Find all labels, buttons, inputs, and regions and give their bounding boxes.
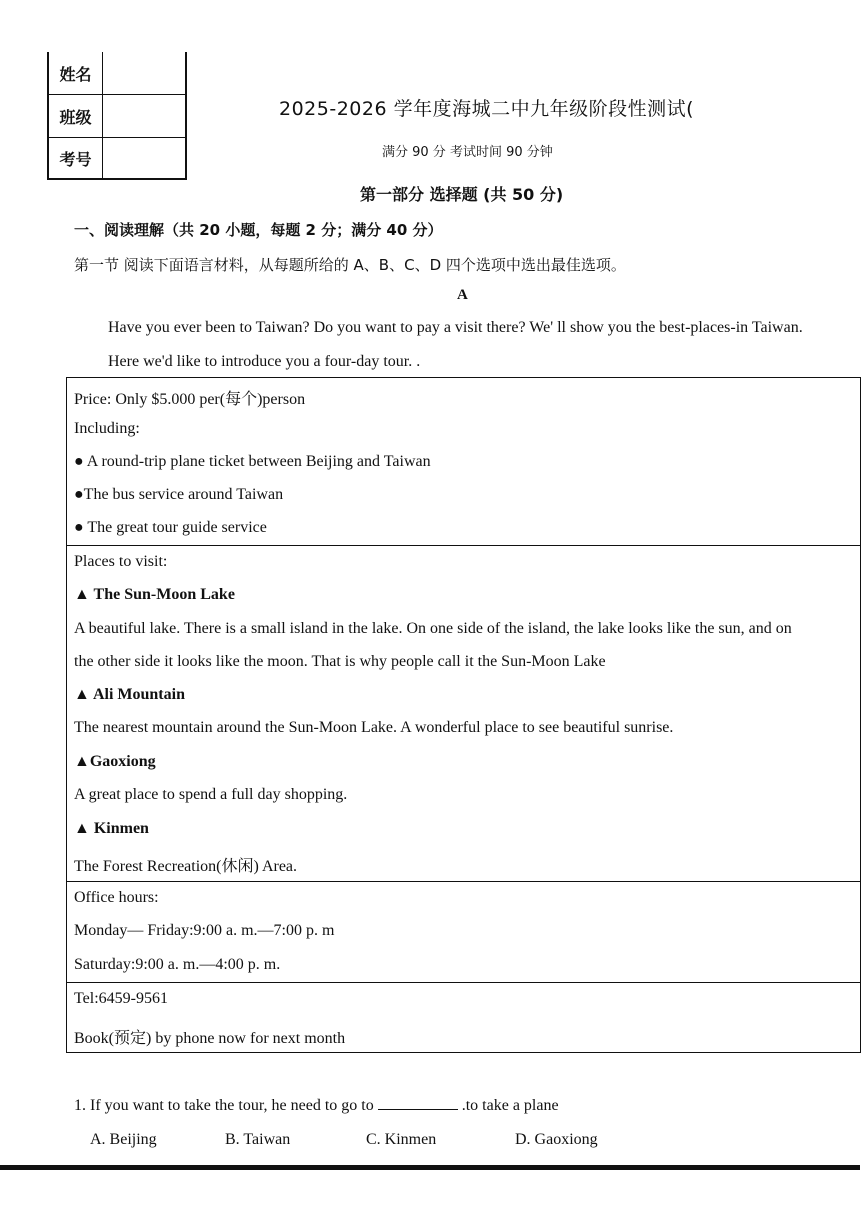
place-gaoxiong-desc: A great place to spend a full day shopping. [74,786,348,803]
place-ali-mountain-desc: The nearest mountain around the Sun-Moon Lake. A wonderful place to see beautiful sunrise. [74,719,674,736]
places-heading: Places to visit: [74,553,168,570]
place-kinmen-desc: The Forest Recreation(休闲) Area. [74,858,298,875]
question-1-option-c: C. Kinmen [366,1131,437,1148]
table-divider-contact [67,982,860,983]
part-heading: 第一部分 选择题 (共 50 分) [360,185,564,204]
section-heading: 一、阅读理解（共 20 小题，每题 2 分；满分 40 分） [74,221,443,239]
place-sun-moon-lake-name: ▲ The Sun-Moon Lake [74,586,235,603]
passage-intro-line-2: Here we'd like to introduce you a four-day tour. . [108,353,421,370]
including-label: Including: [74,420,140,437]
question-1-stem [74,1095,559,1115]
question-1-option-b: B. Taiwan [225,1131,291,1148]
tour-info-table [66,377,861,1053]
question-1-option-a: A. Beijing [90,1131,157,1148]
place-sun-moon-lake-desc-2: the other side it looks like the moon. That is why people call it the Sun-Moon Lake [74,653,606,670]
place-ali-mountain-name: ▲ Ali Mountain [74,686,185,703]
exam-meta: 满分 90 分 考试时间 90 分钟 [382,145,553,160]
question-1-stem-after: .to take a plane [461,1097,559,1114]
passage-letter: A [457,287,468,303]
page-bottom-rule [0,1165,860,1170]
name-row [49,52,185,95]
place-kinmen-name: ▲ Kinmen [74,820,149,837]
contact-book: Book(预定) by phone now for next month [74,1030,346,1047]
id-label: 考号 [49,138,103,178]
place-sun-moon-lake-desc-1: A beautiful lake. There is a small island in the lake. On one side of the island, the lake looks like the sun, and on [74,620,792,637]
include-item-guide: ● The great tour guide service [74,519,267,536]
question-1-blank [378,1095,458,1110]
place-gaoxiong-name: ▲Gaoxiong [74,753,156,770]
class-label: 班级 [49,95,103,137]
contact-tel: Tel:6459-9561 [74,990,168,1007]
class-row [49,95,185,138]
passage-intro-line-1: Have you ever been to Taiwan? Do you want to pay a visit there? We' ll show you the best-places-in Taiwan. [108,319,803,336]
table-divider-office [67,881,860,882]
exam-title: 2025-2026 学年度海城二中九年级阶段性测试( [279,98,695,120]
id-row [49,138,185,178]
name-label: 姓名 [49,52,103,94]
question-1-stem-before: 1. If you want to take the tour, he need to go to [74,1097,374,1114]
office-hours-saturday: Saturday:9:00 a. m.—4:00 p. m. [74,956,281,973]
section-instruction: 第一节 阅读下面语言材料，从每题所给的 A、B、C、D 四个选项中选出最佳选项。 [74,256,626,274]
table-divider-places [67,545,860,546]
include-item-plane: ● A round-trip plane ticket between Beijing and Taiwan [74,453,431,470]
price-text: Price: Only $5.000 per(每个)person [74,391,306,408]
question-1-option-d: D. Gaoxiong [515,1131,598,1148]
office-hours-weekday: Monday— Friday:9:00 a. m.—7:00 p. m [74,922,335,939]
include-item-bus: ●The bus service around Taiwan [74,486,284,503]
student-info-box [47,52,187,180]
office-hours-heading: Office hours: [74,889,159,906]
